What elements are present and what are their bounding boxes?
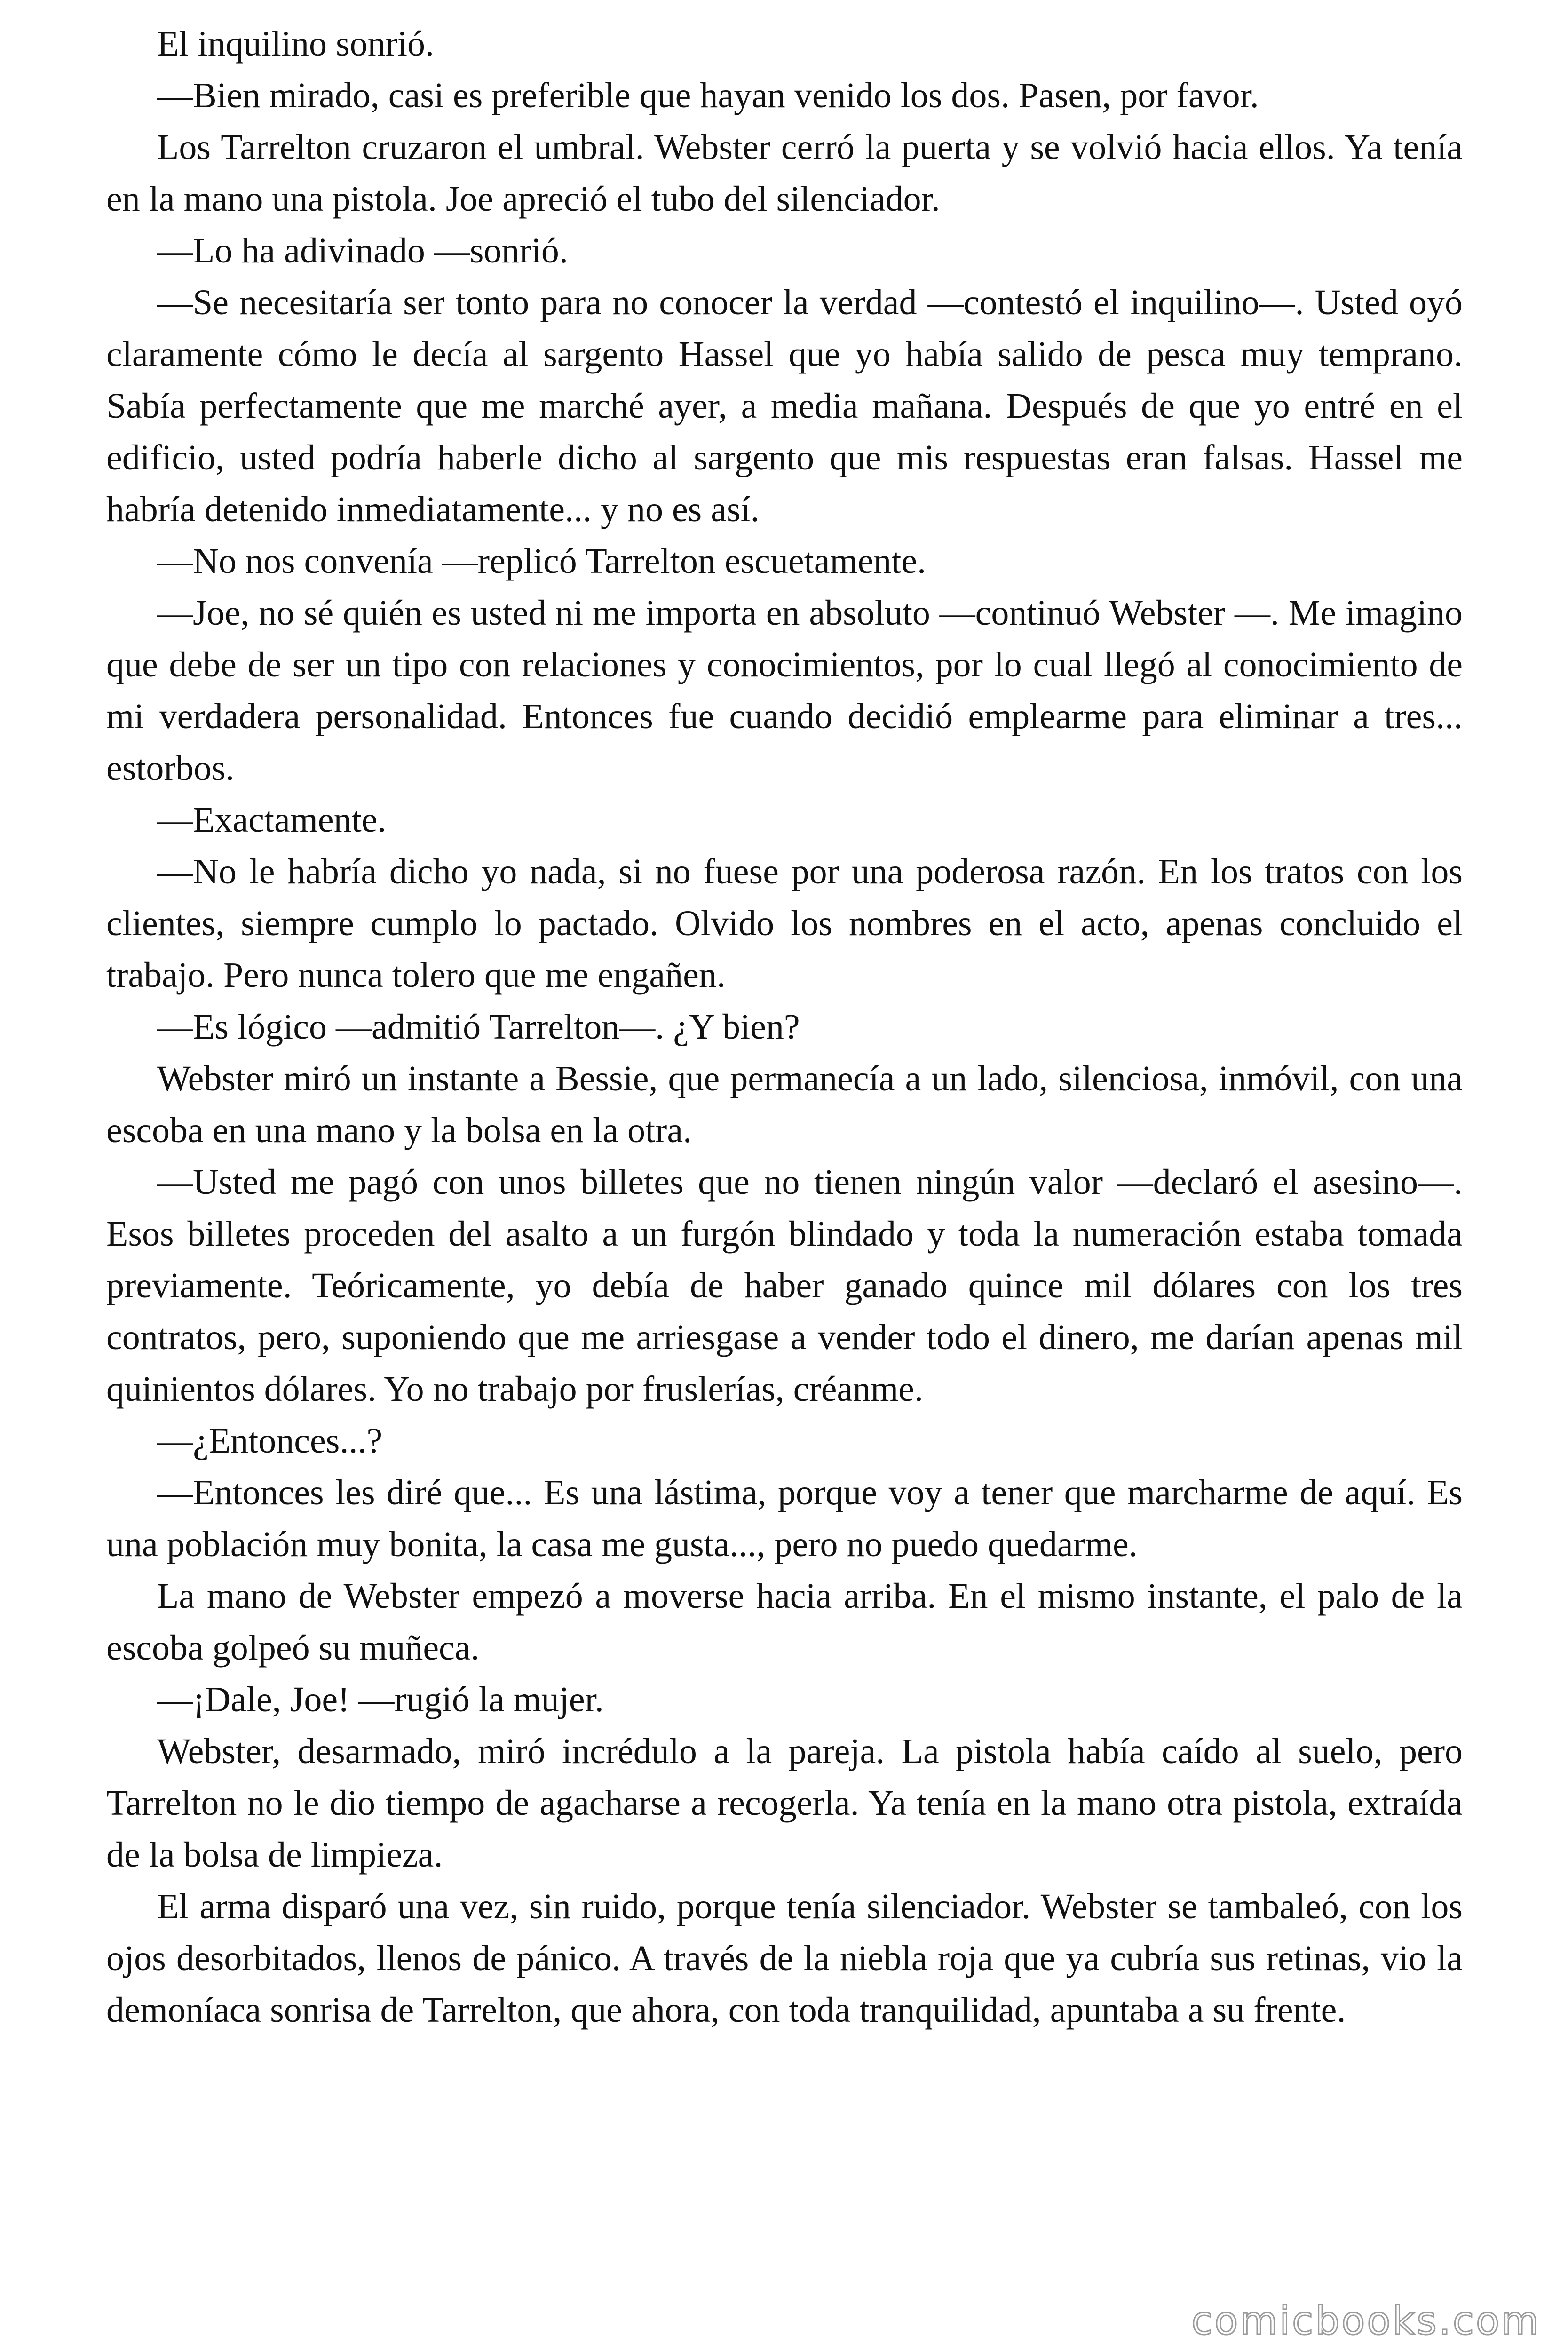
- paragraph: —Es lógico —admitió Tarrelton—. ¿Y bien?: [157, 1007, 800, 1047]
- paragraph: —Se necesitaría ser tonto para no conocer la verdad —contestó el inquilino—. Usted oyó claramente cómo le decía al sargento Hassel que yo había salido de pesca muy temprano. Sabía perfectamente que me marché ayer, a media mañana. Después de que yo entré en el edificio, usted podría haberle dicho al sargento que mis respuestas eran falsas. Hassel me habría detenido inmediatamente... y no es así.: [106, 283, 1463, 529]
- paragraph: El inquilino sonrió.: [157, 24, 434, 64]
- paragraph: —Usted me pagó con unos billetes que no tienen ningún valor —declaró el asesino—. Esos billetes proceden del asalto a un furgón blindado y toda la numeración estaba tomada previamente. Teóricamente, yo debía de haber ganado quince mil dólares con los tres contratos, pero, suponiendo que me arriesgase a vender todo el dinero, me darían apenas mil quinientos dólares. Yo no trabajo por fruslerías, créanme.: [106, 1162, 1463, 1409]
- paragraph: —¿Entonces...?: [157, 1421, 383, 1461]
- paragraph: Webster miró un instante a Bessie, que permanecía a un lado, silenciosa, inmóvil, con una escoba en una mano y la bolsa en la otra.: [106, 1059, 1463, 1150]
- paragraph: —No le habría dicho yo nada, si no fuese por una poderosa razón. En los tratos con los clientes, siempre cumplo lo pactado. Olvido los nombres en el acto, apenas concluido el trabajo. Pero nunca tolero que me engañen.: [106, 852, 1463, 995]
- watermark: comicbooks.com: [1191, 2299, 1541, 2344]
- paragraph: —Joe, no sé quién es usted ni me importa en absoluto —continuó Webster —. Me imagino que debe de ser un tipo con relaciones y conocimientos, por lo cual llegó al conocimiento de mi verdadera personalidad. Entonces fue cuando decidió emplearme para eliminar a tres... estorbos.: [106, 593, 1463, 788]
- paragraph: —No nos convenía —replicó Tarrelton escuetamente.: [157, 541, 927, 581]
- paragraph: —Exactamente.: [157, 800, 387, 840]
- paragraph: La mano de Webster empezó a moverse hacia arriba. En el mismo instante, el palo de la escoba golpeó su muñeca.: [106, 1576, 1463, 1668]
- paragraph: Webster, desarmado, miró incrédulo a la pareja. La pistola había caído al suelo, pero Tarrelton no le dio tiempo de agacharse a recogerla. Ya tenía en la mano otra pistola, extraída de la bolsa de limpieza.: [106, 1732, 1463, 1875]
- paragraph: —Lo ha adivinado —sonrió.: [157, 231, 568, 270]
- paragraph: Los Tarrelton cruzaron el umbral. Webster cerró la puerta y se volvió hacia ellos. Ya tenía en la mano una pistola. Joe apreció el tubo del silenciador.: [106, 127, 1463, 219]
- paragraph: —¡Dale, Joe! —rugió la mujer.: [157, 1680, 604, 1719]
- book-page-text: [106, 18, 1463, 2036]
- paragraph: El arma disparó una vez, sin ruido, porque tenía silenciador. Webster se tambaleó, con los ojos desorbitados, llenos de pánico. A través de la niebla roja que ya cubría sus retinas, vio la demoníaca sonrisa de Tarrelton, que ahora, con toda tranquilidad, apuntaba a su frente.: [106, 1887, 1463, 2030]
- paragraph: —Entonces les diré que... Es una lástima, porque voy a tener que marcharme de aquí. Es una población muy bonita, la casa me gusta..., pero no puedo quedarme.: [106, 1473, 1463, 1564]
- paragraph: —Bien mirado, casi es preferible que hayan venido los dos. Pasen, por favor.: [157, 76, 1259, 115]
